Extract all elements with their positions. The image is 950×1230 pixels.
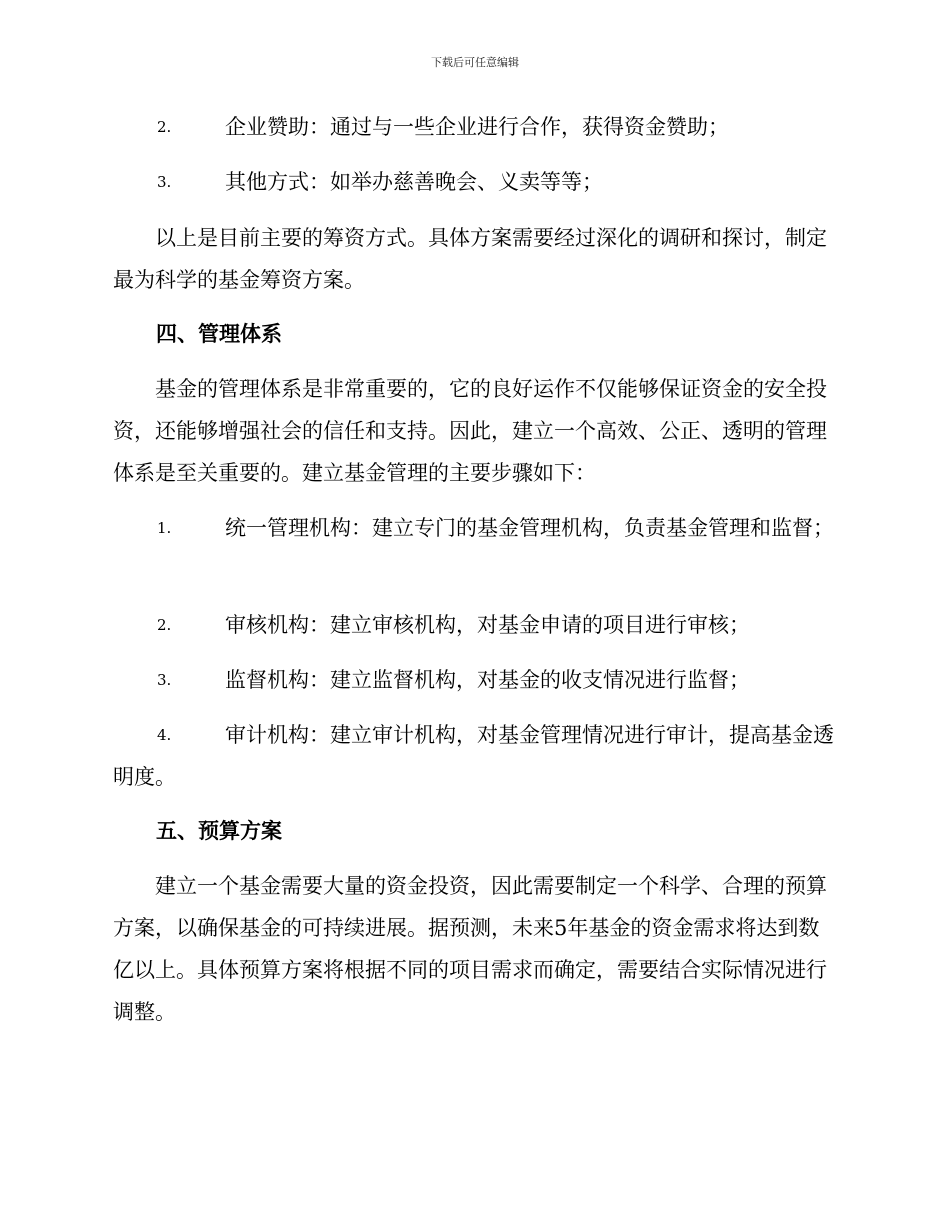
- paragraph: 以上是目前主要的筹资方式。具体方案需要经过深化的调研和探讨，制定最为科学的基金筹资方案。: [113, 226, 827, 292]
- list-item-number: 3.: [157, 173, 172, 191]
- list-item-text: 监督机构：建立监督机构，对基金的收支情况进行监督；: [225, 668, 750, 692]
- list-item: [113, 604, 837, 646]
- list-item-text: 审计机构：建立审计机构，对基金管理情况进行审计，提高基金透明度。: [113, 723, 834, 789]
- paragraph: 建立一个基金需要大量的资金投资，因此需要制定一个科学、合理的预算方案，以确保基金的可持续进展。据预测，未来5年基金的资金需求将达到数亿以上。具体预算方案将根据不同的项目需求而确定，需要结合实际情况进行调整。: [113, 874, 827, 1024]
- section-heading: 四、管理体系: [156, 322, 282, 346]
- list-item-text: 其他方式：如举办慈善晚会、义卖等等；: [225, 170, 603, 194]
- section-heading: 五、预算方案: [156, 819, 282, 843]
- list-item-number: 3.: [157, 671, 172, 689]
- list-item-text: 企业赞助：通过与一些企业进行合作，获得资金赞助；: [225, 115, 729, 139]
- list-item-text: 统一管理机构：建立专门的基金管理机构，负责基金管理和监督；: [225, 516, 834, 540]
- list-item: [113, 714, 837, 798]
- list-item: [113, 161, 837, 203]
- list-item: [113, 507, 837, 549]
- list-item-text: 审核机构：建立审核机构，对基金申请的项目进行审核；: [225, 613, 750, 637]
- list-item-number: 2.: [157, 118, 172, 136]
- list-item-number: 4.: [157, 726, 172, 744]
- list-item: [113, 106, 837, 148]
- list-item: [113, 659, 837, 701]
- paragraph: 基金的管理体系是非常重要的，它的良好运作不仅能够保证资金的安全投资，还能够增强社会的信任和支持。因此，建立一个高效、公正、透明的管理体系是至关重要的。建立基金管理的主要步骤如下：: [113, 377, 827, 485]
- list-item-number: 2.: [157, 616, 172, 634]
- list-item-number: 1.: [157, 519, 172, 537]
- page-header: 下载后可任意编辑: [431, 56, 519, 69]
